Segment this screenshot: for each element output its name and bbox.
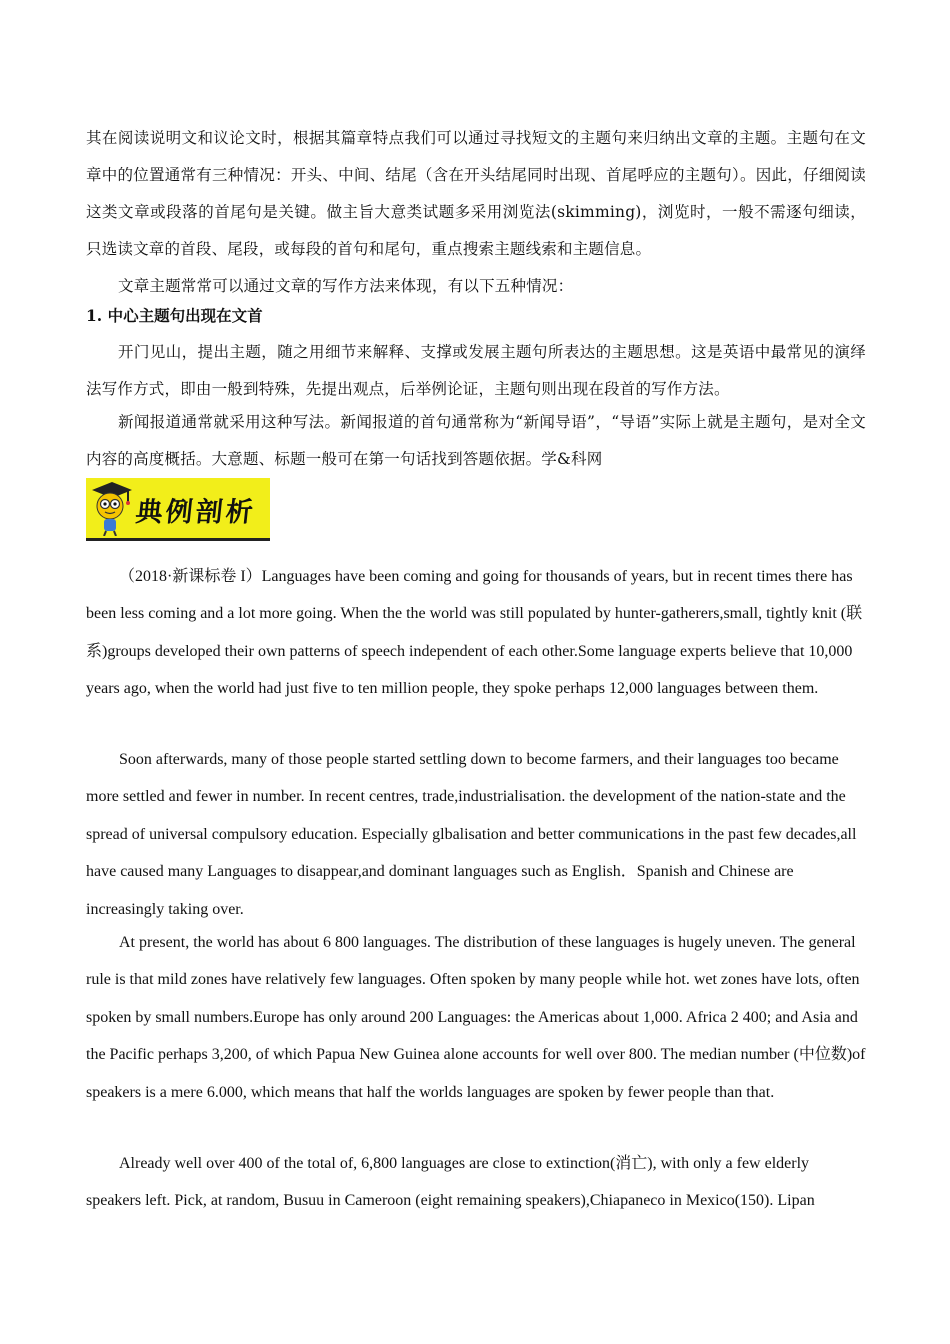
example-banner bbox=[86, 478, 270, 541]
passage-paragraph-4: Already well over 400 of the total of, 6,800 languages are close to extinction(消亡), with only a few elderly speakers left. Pick, at random, Busuu in Cameroon (eight remaining speakers),Chiapaneco in Mexico(150). Lipan bbox=[86, 1155, 815, 1210]
intro-paragraph: 其在阅读说明文和议论文时，根据其篇章特点我们可以通过寻找短文的主题句来归纳出文章的主题。主题句在文章中的位置通常有三种情况：开头、中间、结尾（含在开头结尾同时出现、首尾呼应的主题句）。因此，仔细阅读这类文章或段落的首尾句是关键。做主旨大意类试题多采用浏览法(skimming)，浏览时，一般不需逐句细读，只选读文章的首段、尾段，或每段的首句和尾句，重点搜索主题线索和主题信息。 bbox=[86, 129, 866, 258]
passage-paragraph-3: At present, the world has about 6 800 languages. The distribution of these languages is hugely uneven. The general rule is that mild zones have relatively few languages. Often spoken by many people while hot. wet zones have lots, often spoken by small numbers.Europe has only around 200 Languages: the Americas about 1,000. Africa 2 400; and Asia and the Pacific perhaps 3,200, of which Papua New Guinea alone accounts for well over 800. The median number (中位数)of speakers is a mere 6.000, which means that half the worlds languages are spoken by fewer people than that. bbox=[86, 934, 866, 1101]
five-cases-sentence: 文章主题常常可以通过文章的写作方法来体现，有以下五种情况： bbox=[118, 277, 574, 295]
section-heading-block bbox=[86, 302, 866, 330]
passage-paragraph-1: （2018·新课标卷 I）Languages have been coming and going for thousands of years, but in recent times there has been less coming and a lot more going. When the the world was still populated by hunter-gatherers,small, tightly knit (联系)groups developed their own patterns of speech independent of each other.Some language experts believe that 10,000 years ago, when the world had just five to ten million people, they spoke perhaps 12,000 languages between them. bbox=[86, 568, 863, 698]
news-section bbox=[86, 404, 866, 478]
five-cases-section bbox=[86, 268, 866, 305]
passage-p1-section bbox=[86, 558, 866, 708]
passage-p4-section bbox=[86, 1145, 866, 1220]
intro-section bbox=[86, 120, 866, 268]
example-banner-label: 典例剖析 bbox=[134, 497, 258, 528]
passage-p2-section bbox=[86, 741, 866, 928]
passage-p3-section bbox=[86, 924, 866, 1111]
passage-paragraph-2: Soon afterwards, many of those people started settling down to become farmers, and their languages too became more settled and fewer in number. In recent centres, trade,industrialisation. the development of the nation-state and the spread of universal compulsory education. Especially glbalisation and better communications in the past few decades,all have caused many Languages to disappear,and dominant languages such as English．Spanish and Chinese are increasingly taking over. bbox=[86, 751, 857, 918]
news-paragraph: 新闻报道通常就采用这种写法。新闻报道的首句通常称为“新闻导语”，“导语”实际上就是主题句，是对全文内容的高度概括。大意题、标题一般可在第一句话找到答题依据。学&科网 bbox=[86, 413, 866, 468]
section-heading: 1. 中心主题句出现在文首 bbox=[86, 306, 263, 325]
graduate-mascot-icon bbox=[86, 480, 134, 536]
method-paragraph: 开门见山，提出主题，随之用细节来解释、支撑或发展主题句所表达的主题思想。这是英语中最常见的演绎法写作方式，即由一般到特殊，先提出观点，后举例论证，主题句则出现在段首的写作方法。 bbox=[86, 343, 866, 398]
method-section bbox=[86, 334, 866, 408]
